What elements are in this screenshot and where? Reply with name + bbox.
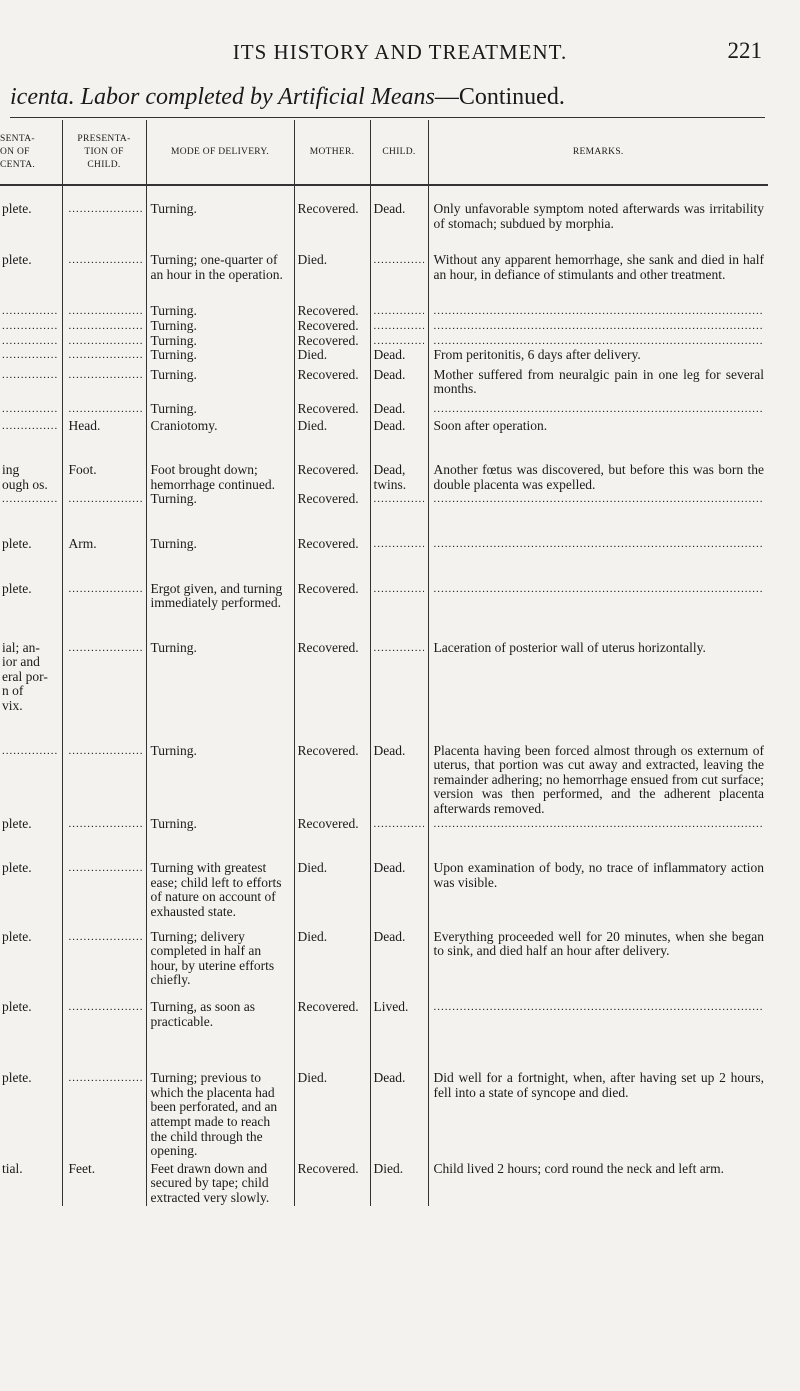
cell-placenta [0, 304, 62, 319]
spacer-cell [428, 185, 768, 202]
cell-mother: Recovered. [294, 817, 370, 832]
spacer-cell [294, 231, 370, 253]
cell-mode: Craniotomy. [146, 419, 294, 434]
table-row [0, 817, 768, 832]
cell-mother: Recovered. [294, 319, 370, 334]
cell-child [370, 641, 428, 714]
spacer-cell [428, 714, 768, 744]
spacer-cell [428, 988, 768, 1000]
spacer-cell [428, 1029, 768, 1071]
cell-child [370, 537, 428, 552]
cell-mode: Turning. [146, 319, 294, 334]
spacer-cell [62, 920, 146, 930]
cell-child [370, 253, 428, 282]
cell-mother: Recovered. [294, 463, 370, 492]
table-row [0, 1071, 768, 1159]
spacer-cell [62, 831, 146, 861]
spacer-cell [146, 507, 294, 537]
cell-child [370, 304, 428, 319]
cell-remarks: Everything proceeded well for 20 minutes, when she began to sink, and died half an hour after delivery. [428, 930, 768, 988]
col-header-mother: MOTHER. [294, 120, 370, 185]
cell-remarks: Laceration of posterior wall of uterus horizontally. [428, 641, 768, 714]
row-spacer [0, 185, 768, 202]
subtitle-prefix: icenta. [10, 84, 75, 110]
cell-placenta [0, 348, 62, 363]
row-spacer [0, 1029, 768, 1071]
spacer-cell [0, 611, 62, 641]
spacer-cell [428, 507, 768, 537]
table-row [0, 304, 768, 319]
cell-mother: Recovered. [294, 334, 370, 349]
table-row [0, 930, 768, 988]
spacer-cell [146, 611, 294, 641]
cell-presentation [62, 202, 146, 231]
cell-mother: Died. [294, 253, 370, 282]
col-header-presentation: PRESENTA- TION OF CHILD. [62, 120, 146, 185]
table-row [0, 1162, 768, 1206]
cell-child [370, 582, 428, 611]
cell-remarks: Did well for a fortnight, when, after having set up 2 hours, fell into a state of syncope and died. [428, 1071, 768, 1159]
cell-mother: Recovered. [294, 537, 370, 552]
spacer-cell [146, 231, 294, 253]
cell-mode: Turning. [146, 744, 294, 817]
cell-child: Dead. [370, 368, 428, 397]
cell-mother: Recovered. [294, 582, 370, 611]
cell-remarks [428, 402, 768, 417]
cell-mother: Died. [294, 419, 370, 434]
spacer-cell [0, 231, 62, 253]
cell-mother: Died. [294, 348, 370, 363]
spacer-cell [0, 552, 62, 582]
cell-presentation: Feet. [62, 1162, 146, 1206]
cell-mode: Turning. [146, 368, 294, 397]
cell-remarks: Placenta having been forced almost through os externum of uterus, that portion was cut away and extracted, leaving the remainder adhering; no hemorrhage ensued from cut surface; version was then performed, and the adherent placenta afterwards removed. [428, 744, 768, 817]
cell-mother: Died. [294, 861, 370, 919]
spacer-cell [370, 507, 428, 537]
spacer-cell [294, 433, 370, 463]
spacer-cell [0, 507, 62, 537]
spacer-cell [0, 282, 62, 304]
cell-mode: Turning; previous to which the placenta had been perforated, and an attempt made to reach the child through the opening. [146, 1071, 294, 1159]
table-row [0, 253, 768, 282]
table-row [0, 402, 768, 417]
cell-remarks [428, 334, 768, 349]
cell-placenta: plete. [2, 201, 32, 216]
cell-placenta: ial; an- ior and eral por- n of vix. [2, 639, 48, 714]
spacer-cell [370, 611, 428, 641]
spacer-cell [62, 714, 146, 744]
spacer-cell [62, 507, 146, 537]
cell-mode: Foot brought down; hemorrhage continued. [146, 463, 294, 492]
spacer-cell [428, 831, 768, 861]
spacer-cell [0, 433, 62, 463]
cell-mother: Recovered. [294, 492, 370, 507]
spacer-cell [62, 231, 146, 253]
table-row [0, 419, 768, 434]
table-row [0, 582, 768, 611]
table-row [0, 1000, 768, 1029]
cell-mother: Recovered. [294, 202, 370, 231]
cell-child: Dead. [370, 930, 428, 988]
cell-child: Dead, twins. [370, 463, 428, 492]
spacer-cell [146, 552, 294, 582]
cell-mode: Turning; delivery completed in half an hour, by uterine efforts chiefly. [146, 930, 294, 988]
cell-mode: Turning. [146, 537, 294, 552]
spacer-cell [370, 714, 428, 744]
cell-child [370, 817, 428, 832]
cell-mode: Feet drawn down and secured by tape; child extracted very slowly. [146, 1162, 294, 1206]
cell-child: Dead. [370, 1071, 428, 1159]
subtitle-italic: Labor completed by Artificial Means [80, 84, 435, 110]
row-spacer [0, 433, 768, 463]
cell-mode: Turning. [146, 641, 294, 714]
cell-remarks: Soon after operation. [428, 419, 768, 434]
cell-placenta: plete. [2, 928, 32, 944]
table-row [0, 368, 768, 397]
cell-remarks: Another fœtus was discovered, but before this was born the double placenta was expelled. [428, 463, 768, 492]
cell-mode: Turning, as soon as practicable. [146, 1000, 294, 1029]
cell-remarks: Mother suffered from neuralgic pain in one leg for several months. [428, 368, 768, 397]
table-row [0, 744, 768, 817]
top-rule [10, 117, 765, 118]
cell-remarks [428, 1000, 768, 1029]
running-header [0, 40, 800, 70]
cell-child: Dead. [370, 348, 428, 363]
subtitle-suffix: —Continued. [434, 84, 565, 110]
cell-child: Died. [370, 1162, 428, 1206]
spacer-cell [370, 831, 428, 861]
spacer-cell [294, 831, 370, 861]
cell-remarks [428, 319, 768, 334]
cell-remarks: From peritonitis, 6 days after delivery. [428, 348, 768, 363]
cell-mother: Recovered. [294, 641, 370, 714]
cell-child [370, 319, 428, 334]
spacer-cell [62, 1029, 146, 1071]
spacer-cell [146, 714, 294, 744]
table-row [0, 334, 768, 349]
spacer-cell [370, 282, 428, 304]
cell-presentation: Arm. [62, 537, 146, 552]
cell-mother: Recovered. [294, 1162, 370, 1206]
cell-remarks: Child lived 2 hours; cord round the neck and left arm. [428, 1162, 768, 1206]
spacer-cell [62, 552, 146, 582]
col-header-child: CHILD. [370, 120, 428, 185]
spacer-cell [146, 1029, 294, 1071]
cell-child [370, 492, 428, 507]
cell-placenta [0, 402, 62, 417]
spacer-cell [146, 831, 294, 861]
cell-mode: Turning. [146, 304, 294, 319]
spacer-cell [146, 433, 294, 463]
cell-presentation [62, 304, 146, 319]
cell-presentation [62, 744, 146, 817]
spacer-cell [0, 831, 62, 861]
header-row [0, 120, 768, 185]
row-spacer [0, 507, 768, 537]
spacer-cell [370, 552, 428, 582]
spacer-cell [294, 611, 370, 641]
spacer-cell [62, 611, 146, 641]
col-header-mode: MODE OF DELIVERY. [146, 120, 294, 185]
cell-remarks [428, 582, 768, 611]
spacer-cell [428, 231, 768, 253]
cell-placenta [0, 368, 62, 397]
cell-remarks: Without any apparent hemorrhage, she sank and died in half an hour, in defiance of stimulants and other treatment. [428, 253, 768, 282]
cell-mother: Recovered. [294, 304, 370, 319]
cell-presentation [62, 368, 146, 397]
spacer-cell [62, 988, 146, 1000]
cell-presentation [62, 402, 146, 417]
table-body [0, 185, 768, 1206]
cell-child: Dead. [370, 861, 428, 919]
spacer-cell [370, 1029, 428, 1071]
cell-remarks [428, 492, 768, 507]
spacer-cell [294, 552, 370, 582]
running-head: ITS HISTORY AND TREATMENT. [232, 40, 568, 64]
cell-mode: Turning; one-quarter of an hour in the operation. [146, 253, 294, 282]
cases-table [0, 120, 768, 1206]
cell-presentation [62, 348, 146, 363]
page-number: 221 [727, 38, 762, 63]
table-row [0, 861, 768, 919]
spacer-cell [428, 282, 768, 304]
spacer-cell [428, 433, 768, 463]
cell-placenta: plete. [2, 580, 32, 596]
cell-placenta: plete. [2, 252, 32, 268]
table-row [0, 641, 768, 714]
table-row [0, 537, 768, 552]
spacer-cell [0, 185, 62, 202]
cell-presentation [62, 334, 146, 349]
cell-mother: Recovered. [294, 402, 370, 417]
cell-remarks: Only unfavorable symptom noted afterwards was irritability of stomach; subdued by morphia. [428, 202, 768, 231]
spacer-cell [428, 552, 768, 582]
table-row [0, 492, 768, 507]
cell-presentation [62, 930, 146, 988]
row-spacer [0, 552, 768, 582]
table-title [10, 84, 565, 111]
spacer-cell [294, 185, 370, 202]
row-spacer [0, 611, 768, 641]
spacer-cell [146, 185, 294, 202]
spacer-cell [428, 611, 768, 641]
spacer-cell [62, 282, 146, 304]
cell-placenta: plete. [2, 815, 32, 831]
spacer-cell [370, 433, 428, 463]
cell-presentation [62, 319, 146, 334]
cell-mother: Died. [294, 930, 370, 988]
cell-presentation: Head. [62, 419, 146, 434]
spacer-cell [294, 714, 370, 744]
cell-presentation [62, 817, 146, 832]
cell-remarks [428, 537, 768, 552]
cell-placenta [0, 319, 62, 334]
row-spacer [0, 282, 768, 304]
cell-placenta [0, 744, 62, 817]
spacer-cell [0, 714, 62, 744]
spacer-cell [62, 433, 146, 463]
cell-mother: Recovered. [294, 744, 370, 817]
cell-mother: Recovered. [294, 368, 370, 397]
cell-presentation [62, 1000, 146, 1029]
cell-presentation [62, 861, 146, 919]
spacer-cell [0, 1029, 62, 1071]
cell-presentation [62, 492, 146, 507]
table-row [0, 463, 768, 492]
cell-presentation [62, 641, 146, 714]
cell-mode: Ergot given, and turning immediately performed. [146, 582, 294, 611]
cell-placenta [0, 419, 62, 434]
cell-child: Dead. [370, 744, 428, 817]
cell-placenta: plete. [2, 1070, 32, 1086]
cell-remarks [428, 817, 768, 832]
spacer-cell [294, 1029, 370, 1071]
cell-child [370, 334, 428, 349]
row-spacer [0, 231, 768, 253]
cell-mode: Turning. [146, 348, 294, 363]
cell-presentation [62, 582, 146, 611]
cell-mode: Turning. [146, 817, 294, 832]
cell-placenta: plete. [2, 998, 32, 1014]
cell-presentation [62, 1071, 146, 1159]
spacer-cell [370, 231, 428, 253]
cell-child: Lived. [370, 1000, 428, 1029]
spacer-cell [370, 185, 428, 202]
cell-placenta: plete. [2, 860, 32, 876]
spacer-cell [294, 282, 370, 304]
spacer-cell [62, 185, 146, 202]
cell-mode: Turning with greatest ease; child left to efforts of nature on account of exhausted state. [146, 861, 294, 919]
table-row [0, 202, 768, 231]
cell-placenta: plete. [2, 535, 32, 551]
row-spacer [0, 831, 768, 861]
cell-placenta: ing ough os. [2, 462, 48, 492]
cell-mode: Turning. [146, 492, 294, 507]
cell-child: Dead. [370, 419, 428, 434]
col-header-remarks: REMARKS. [428, 120, 768, 185]
cell-mode: Turning. [146, 402, 294, 417]
cell-presentation: Foot. [62, 463, 146, 492]
spacer-cell [294, 507, 370, 537]
col-header-placenta: SENTA- ON OF CENTA. [0, 120, 62, 185]
cell-child: Dead. [370, 402, 428, 417]
cell-mother: Recovered. [294, 1000, 370, 1029]
table-row [0, 348, 768, 363]
cell-mother: Died. [294, 1071, 370, 1159]
spacer-cell [146, 282, 294, 304]
cell-remarks [428, 304, 768, 319]
row-spacer [0, 714, 768, 744]
cell-placenta [0, 492, 62, 507]
cell-child: Dead. [370, 202, 428, 231]
cell-presentation [62, 253, 146, 282]
table-row [0, 319, 768, 334]
cell-mode: Turning. [146, 202, 294, 231]
cell-remarks: Upon examination of body, no trace of inflammatory action was visible. [428, 861, 768, 919]
cell-mode: Turning. [146, 334, 294, 349]
cell-placenta [0, 334, 62, 349]
cell-placenta: tial. [2, 1160, 23, 1176]
